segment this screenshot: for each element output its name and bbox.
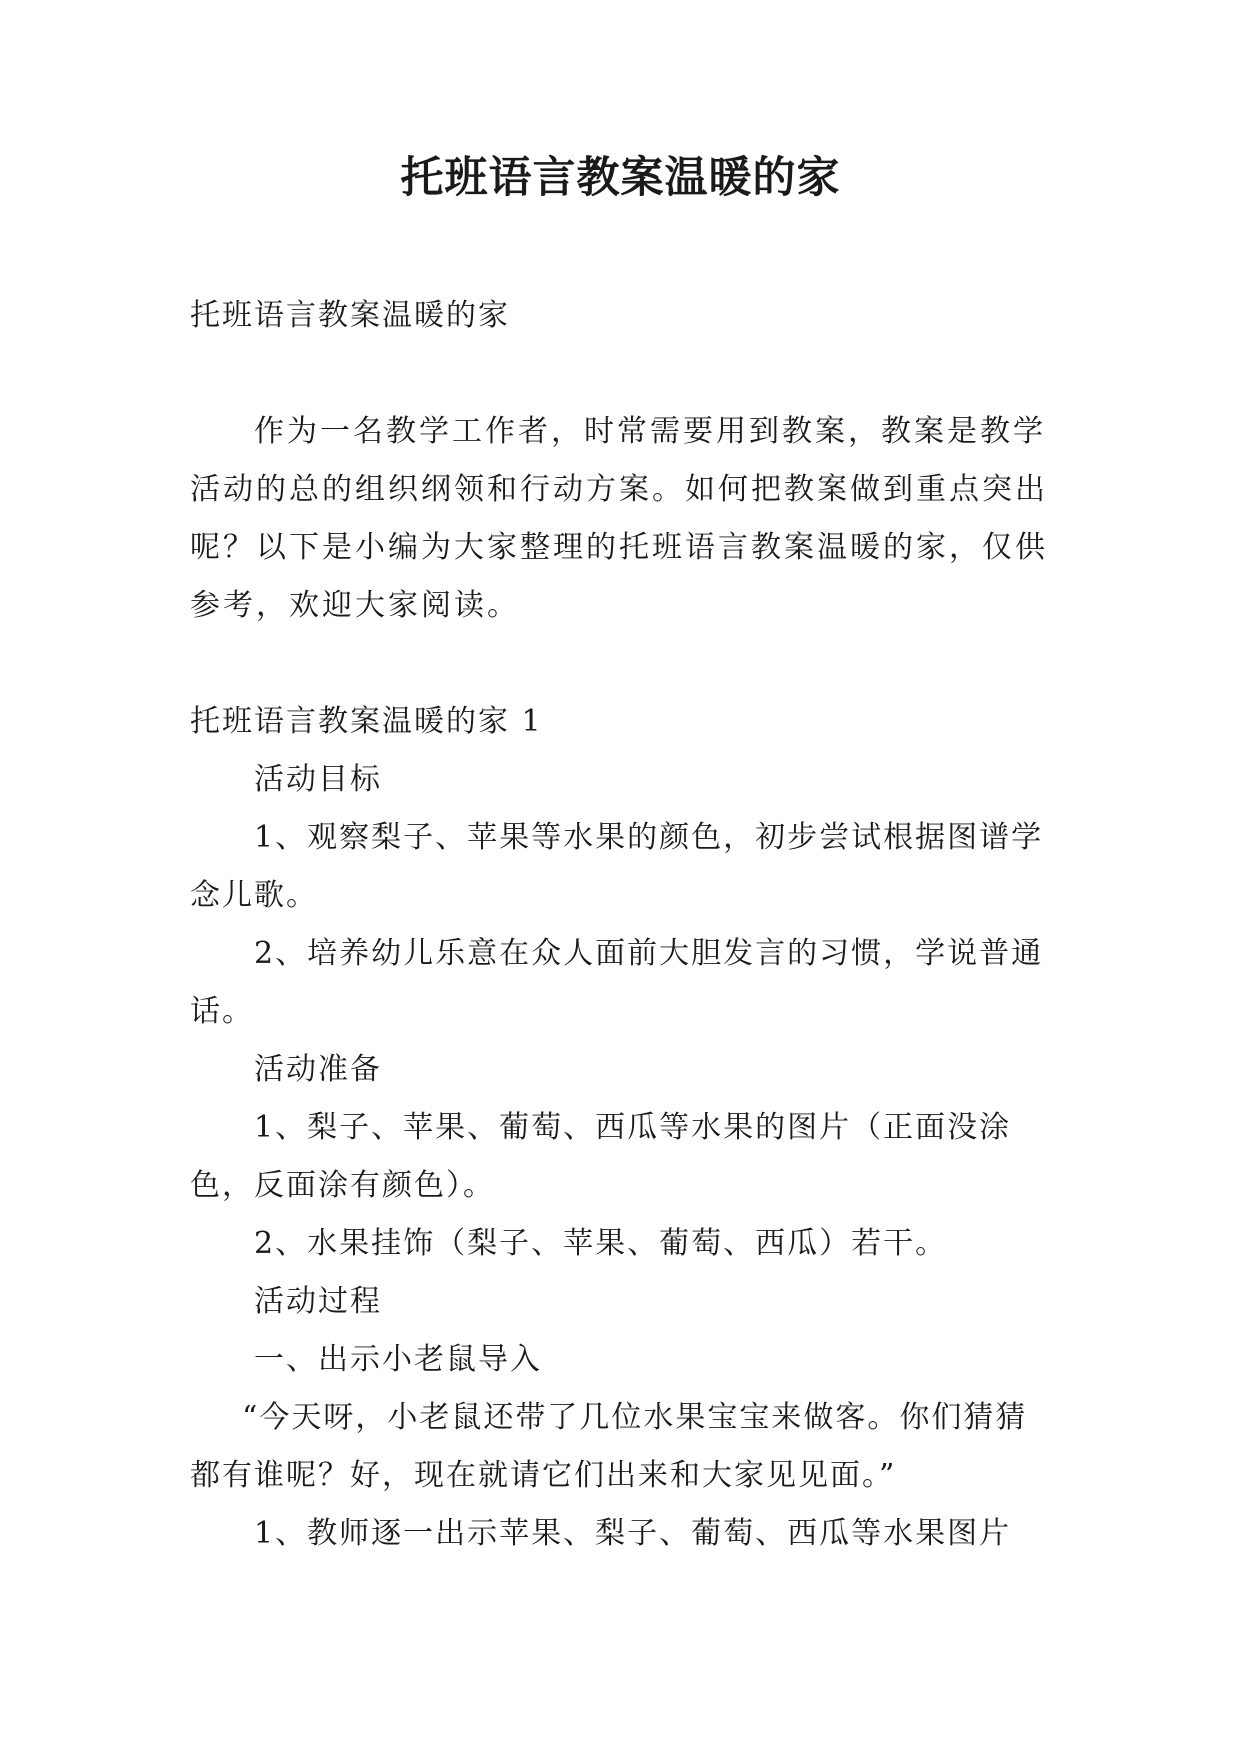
teacher-quote: “今天呀，小老鼠还带了几位水果宝宝来做客。你们猜猜都有谁呢？好，现在就请它们出来和大家见见面。” bbox=[190, 1400, 1028, 1493]
document-subtitle: 托班语言教案温暖的家 bbox=[190, 298, 510, 333]
document-title: 托班语言教案温暖的家 bbox=[400, 153, 841, 203]
goal-item-2: 2、培养幼儿乐意在众人面前大胆发言的习惯，学说普通话。 bbox=[190, 936, 1044, 1029]
intro-paragraph: 作为一名教学工作者，时常需要用到教案，教案是教学活动的总的组织纲领和行动方案。如何把教案做到重点突出呢？以下是小编为大家整理的托班语言教案温暖的家，仅供参考，欢迎大家阅读。 bbox=[190, 414, 1048, 623]
process-substep-1: 1、教师逐一出示苹果、梨子、葡萄、西瓜等水果图片 bbox=[254, 1516, 1012, 1551]
process-step-1: 一、出示小老鼠导入 bbox=[254, 1342, 542, 1377]
section-heading: 托班语言教案温暖的家 1 bbox=[190, 704, 543, 739]
document-body bbox=[190, 287, 1052, 1563]
heading-activity-goals: 活动目标 bbox=[254, 762, 382, 797]
heading-activity-process: 活动过程 bbox=[254, 1284, 382, 1319]
preparation-item-2: 2、水果挂饰（梨子、苹果、葡萄、西瓜）若干。 bbox=[254, 1226, 948, 1261]
heading-activity-preparation: 活动准备 bbox=[254, 1052, 382, 1087]
goal-item-1: 1、观察梨子、苹果等水果的颜色，初步尝试根据图谱学念儿歌。 bbox=[190, 820, 1044, 913]
preparation-item-1: 1、梨子、苹果、葡萄、西瓜等水果的图片（正面没涂色，反面涂有颜色）。 bbox=[190, 1110, 1012, 1203]
